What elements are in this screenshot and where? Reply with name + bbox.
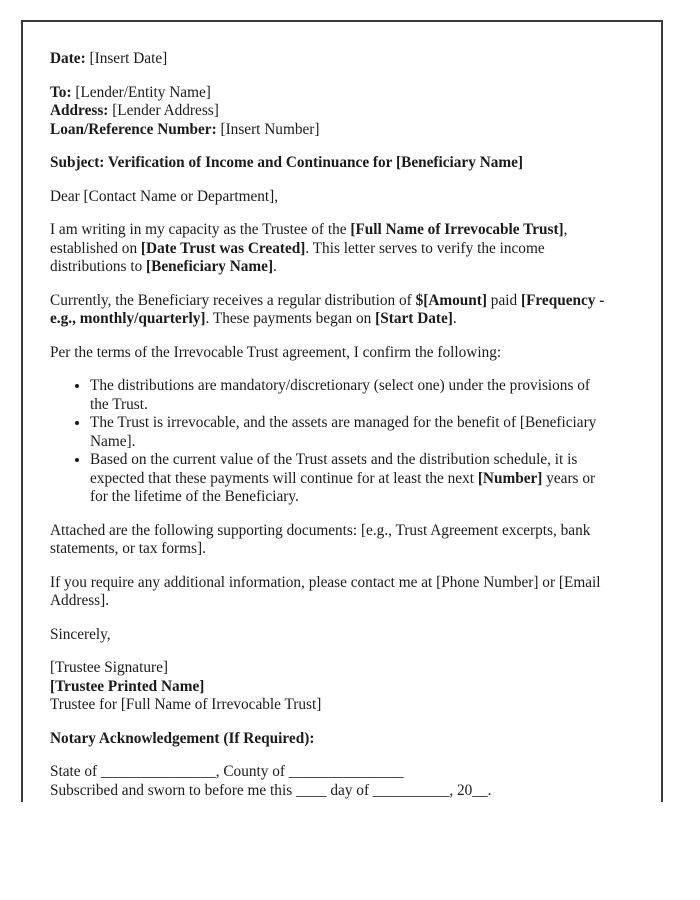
signature-block: [Trustee Signature] [Trustee Printed Name] Trustee for [Full Name of Irrevocable Trust]	[50, 659, 322, 713]
closing: Sincerely,	[50, 625, 111, 643]
recipient-block: To: [Lender/Entity Name] Address: [Lender Address] Loan/Reference Number: [Insert Number]	[50, 83, 320, 138]
list-item-distribution-type: • The distributions are mandatory/discretionary (select one) under the provisions of the Trust.	[90, 377, 641, 414]
salutation: Dear [Contact Name or Department],	[50, 187, 279, 205]
letter-sheet	[21, 20, 663, 802]
notary-block: State of _______________, County of _______________ Subscribed and sworn to before me this ____ day of __________, 20__.	[50, 763, 492, 799]
date-line: Date: [Insert Date]	[50, 50, 168, 67]
intro-paragraph: I am writing in my capacity as the Trustee of the [Full Name of Irrevocable Trust], established on [Date Trust was Created]. This letter serves to verify the income distributions to [Beneficiary Name].	[50, 221, 568, 275]
notary-heading: Notary Acknowledgement (If Required):	[50, 729, 315, 747]
distribution-paragraph: Currently, the Beneficiary receives a regular distribution of $[Amount] paid [Frequency - e.g., monthly/quarterly]. These payments began on [Start Date].	[50, 291, 605, 327]
subject-line: Subject: Verification of Income and Continuance for [Beneficiary Name]	[50, 154, 524, 171]
confirmation-list	[50, 377, 641, 507]
list-item-irrevocable: • The Trust is irrevocable, and the assets are managed for the benefit of [Beneficiary Name].	[90, 414, 641, 451]
attachments-paragraph: Attached are the following supporting documents: [e.g., Trust Agreement excerpts, bank statements, or tax forms].	[50, 521, 591, 557]
contact-paragraph: If you require any additional information, please contact me at [Phone Number] or [Email Address].	[50, 573, 601, 609]
terms-lead: Per the terms of the Irrevocable Trust agreement, I confirm the following:	[50, 343, 502, 361]
list-item-continuance: • Based on the current value of the Trust assets and the distribution schedule, it is expected that these payments will continue for at least the next [Number] years or for the lifetime of the Beneficiary.	[90, 451, 641, 507]
